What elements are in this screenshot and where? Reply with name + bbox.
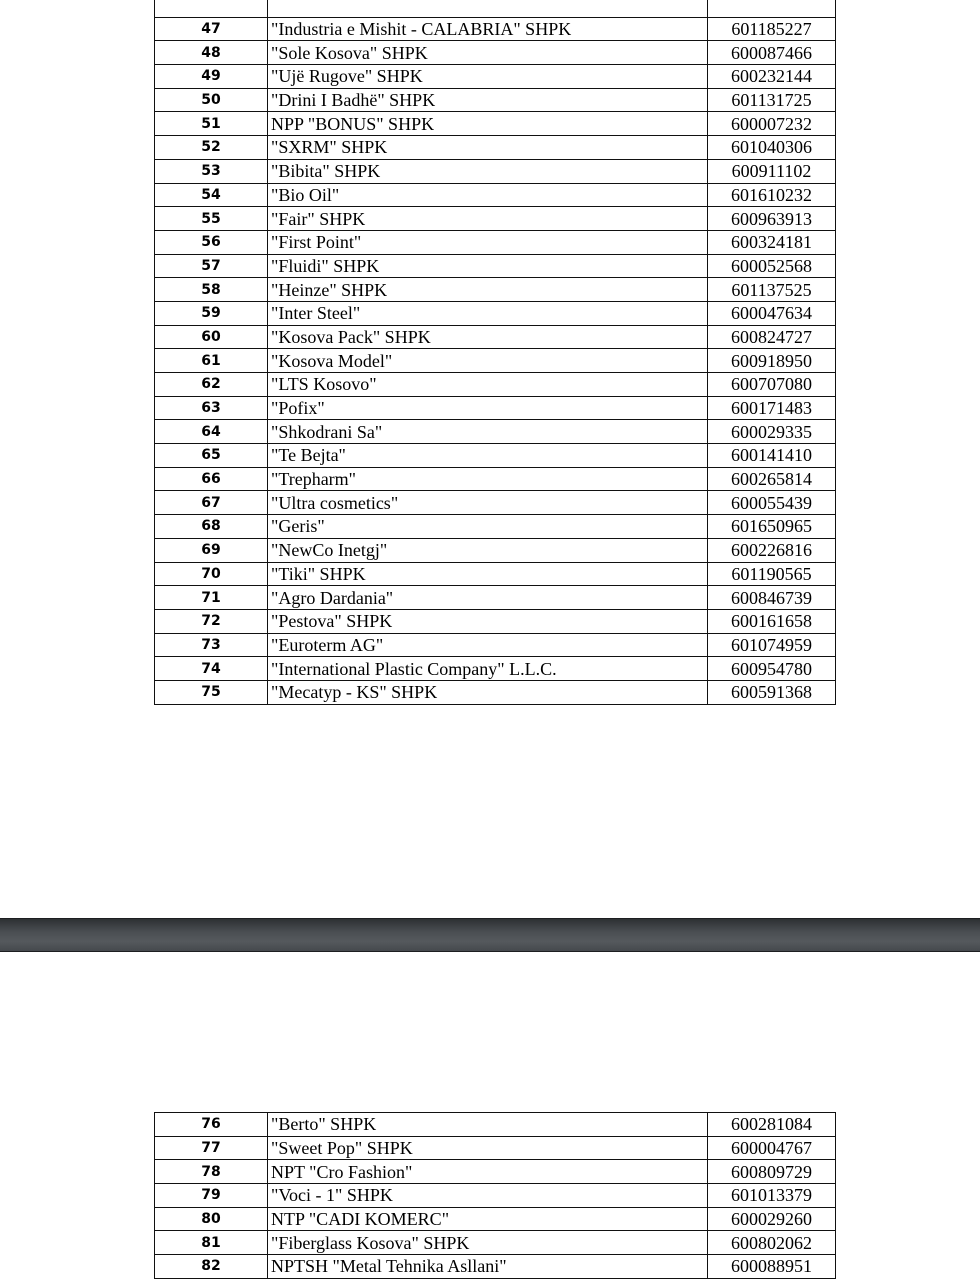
table-row	[155, 467, 836, 491]
company-name: NTP "CADI KOMERC"	[268, 1207, 708, 1231]
table-row	[155, 159, 836, 183]
company-name: "Shkodrani Sa"	[268, 420, 708, 444]
business-number: 600265814	[708, 467, 836, 491]
company-name: "Fluidi" SHPK	[268, 254, 708, 278]
table-row	[155, 65, 836, 89]
business-number	[708, 0, 836, 17]
company-name: "Agro Dardania"	[268, 586, 708, 610]
business-number: 600232144	[708, 65, 836, 89]
row-number: 59	[155, 301, 268, 325]
table-row	[155, 538, 836, 562]
business-number: 600161658	[708, 609, 836, 633]
company-name: "Tiki" SHPK	[268, 562, 708, 586]
business-number: 600809729	[708, 1160, 836, 1184]
table-row	[155, 609, 836, 633]
table-row	[155, 17, 836, 41]
table-row	[155, 444, 836, 468]
business-number: 600846739	[708, 586, 836, 610]
row-number: 56	[155, 230, 268, 254]
company-table-top	[154, 0, 836, 705]
row-number: 58	[155, 278, 268, 302]
row-number: 64	[155, 420, 268, 444]
row-number: 82	[155, 1255, 268, 1279]
company-name: NPTSH "Metal Tehnika Asllani"	[268, 1255, 708, 1279]
row-number: 50	[155, 88, 268, 112]
company-name: "Mecatyp - KS" SHPK	[268, 680, 708, 704]
company-name: "NewCo Inetgj"	[268, 538, 708, 562]
row-number: 52	[155, 136, 268, 160]
table-row	[155, 1231, 836, 1255]
company-name: "Te Bejta"	[268, 444, 708, 468]
business-number: 600963913	[708, 207, 836, 231]
row-number: 61	[155, 349, 268, 373]
business-number: 600007232	[708, 112, 836, 136]
row-number: 47	[155, 17, 268, 41]
company-table-bottom-body	[155, 1113, 836, 1279]
row-number: 62	[155, 373, 268, 397]
company-name: "Bio Oil"	[268, 183, 708, 207]
company-table-top-body	[155, 0, 836, 704]
company-name: "Drini I Badhë" SHPK	[268, 88, 708, 112]
business-number: 600226816	[708, 538, 836, 562]
business-number: 601610232	[708, 183, 836, 207]
business-number: 601040306	[708, 136, 836, 160]
table-row	[155, 1207, 836, 1231]
table-row	[155, 1255, 836, 1279]
row-number: 79	[155, 1184, 268, 1208]
company-name: "Berto" SHPK	[268, 1113, 708, 1137]
company-name: "First Point"	[268, 230, 708, 254]
table-row	[155, 183, 836, 207]
business-number: 600087466	[708, 41, 836, 65]
business-number: 600047634	[708, 301, 836, 325]
business-number: 600141410	[708, 444, 836, 468]
table-row	[155, 1136, 836, 1160]
business-number: 600954780	[708, 657, 836, 681]
company-table-bottom	[154, 1112, 836, 1279]
table-row	[155, 657, 836, 681]
company-name: "Industria e Mishit - CALABRIA" SHPK	[268, 17, 708, 41]
table-row	[155, 1113, 836, 1137]
business-number: 601013379	[708, 1184, 836, 1208]
company-name: "Voci - 1" SHPK	[268, 1184, 708, 1208]
table-row	[155, 254, 836, 278]
row-number: 76	[155, 1113, 268, 1137]
company-name: "Kosova Pack" SHPK	[268, 325, 708, 349]
business-number: 601190565	[708, 562, 836, 586]
row-number: 49	[155, 65, 268, 89]
row-number: 71	[155, 586, 268, 610]
business-number: 601131725	[708, 88, 836, 112]
row-number: 72	[155, 609, 268, 633]
company-name: NPP "BONUS" SHPK	[268, 112, 708, 136]
company-name: "LTS Kosovo"	[268, 373, 708, 397]
business-number: 600707080	[708, 373, 836, 397]
business-number: 600088951	[708, 1255, 836, 1279]
table-row	[155, 491, 836, 515]
business-number: 600824727	[708, 325, 836, 349]
company-name	[268, 0, 708, 17]
company-name: NPT "Cro Fashion"	[268, 1160, 708, 1184]
table-row	[155, 1184, 836, 1208]
business-number: 600281084	[708, 1113, 836, 1137]
table-row	[155, 230, 836, 254]
row-number: 80	[155, 1207, 268, 1231]
page-divider	[0, 918, 980, 952]
business-number: 600029335	[708, 420, 836, 444]
table-row	[155, 88, 836, 112]
business-number: 601074959	[708, 633, 836, 657]
table-row	[155, 325, 836, 349]
row-number: 77	[155, 1136, 268, 1160]
company-name: "Sweet Pop" SHPK	[268, 1136, 708, 1160]
table-row	[155, 349, 836, 373]
business-number: 600911102	[708, 159, 836, 183]
company-name: "Ultra cosmetics"	[268, 491, 708, 515]
row-number: 66	[155, 467, 268, 491]
row-number: 65	[155, 444, 268, 468]
table-row	[155, 207, 836, 231]
row-number: 73	[155, 633, 268, 657]
table-row	[155, 1160, 836, 1184]
table-row	[155, 136, 836, 160]
row-number: 63	[155, 396, 268, 420]
table-row	[155, 515, 836, 539]
row-number: 70	[155, 562, 268, 586]
company-name: "International Plastic Company" L.L.C.	[268, 657, 708, 681]
row-number: 68	[155, 515, 268, 539]
table-row	[155, 0, 836, 17]
company-name: "Geris"	[268, 515, 708, 539]
row-number: 69	[155, 538, 268, 562]
row-number: 75	[155, 680, 268, 704]
company-name: "Bibita" SHPK	[268, 159, 708, 183]
company-name: "Heinze" SHPK	[268, 278, 708, 302]
company-name: "SXRM" SHPK	[268, 136, 708, 160]
row-number: 74	[155, 657, 268, 681]
table-row	[155, 586, 836, 610]
row-number: 67	[155, 491, 268, 515]
table-row	[155, 633, 836, 657]
company-name: "Pestova" SHPK	[268, 609, 708, 633]
company-name: "Fiberglass Kosova" SHPK	[268, 1231, 708, 1255]
company-name: "Trepharm"	[268, 467, 708, 491]
table-row	[155, 396, 836, 420]
row-number: 48	[155, 41, 268, 65]
row-number: 54	[155, 183, 268, 207]
business-number: 600591368	[708, 680, 836, 704]
table-row	[155, 278, 836, 302]
table-row	[155, 112, 836, 136]
company-name: "Fair" SHPK	[268, 207, 708, 231]
table-row	[155, 562, 836, 586]
company-name: "Inter Steel"	[268, 301, 708, 325]
row-number: 57	[155, 254, 268, 278]
row-number: 78	[155, 1160, 268, 1184]
table-row	[155, 680, 836, 704]
company-name: "Kosova Model"	[268, 349, 708, 373]
business-number: 600029260	[708, 1207, 836, 1231]
business-number: 600171483	[708, 396, 836, 420]
business-number: 601185227	[708, 17, 836, 41]
row-number: 55	[155, 207, 268, 231]
row-number: 51	[155, 112, 268, 136]
row-number: 81	[155, 1231, 268, 1255]
table-row	[155, 301, 836, 325]
table-row	[155, 373, 836, 397]
row-number: 60	[155, 325, 268, 349]
business-number: 601650965	[708, 515, 836, 539]
company-name: "Sole Kosova" SHPK	[268, 41, 708, 65]
table-row	[155, 420, 836, 444]
business-number: 600802062	[708, 1231, 836, 1255]
row-number: 53	[155, 159, 268, 183]
business-number: 601137525	[708, 278, 836, 302]
company-name: "Ujë Rugove" SHPK	[268, 65, 708, 89]
business-number: 600052568	[708, 254, 836, 278]
business-number: 600918950	[708, 349, 836, 373]
company-name: "Euroterm AG"	[268, 633, 708, 657]
business-number: 600324181	[708, 230, 836, 254]
table-row	[155, 41, 836, 65]
company-name: "Pofix"	[268, 396, 708, 420]
business-number: 600055439	[708, 491, 836, 515]
business-number: 600004767	[708, 1136, 836, 1160]
row-number	[155, 0, 268, 17]
